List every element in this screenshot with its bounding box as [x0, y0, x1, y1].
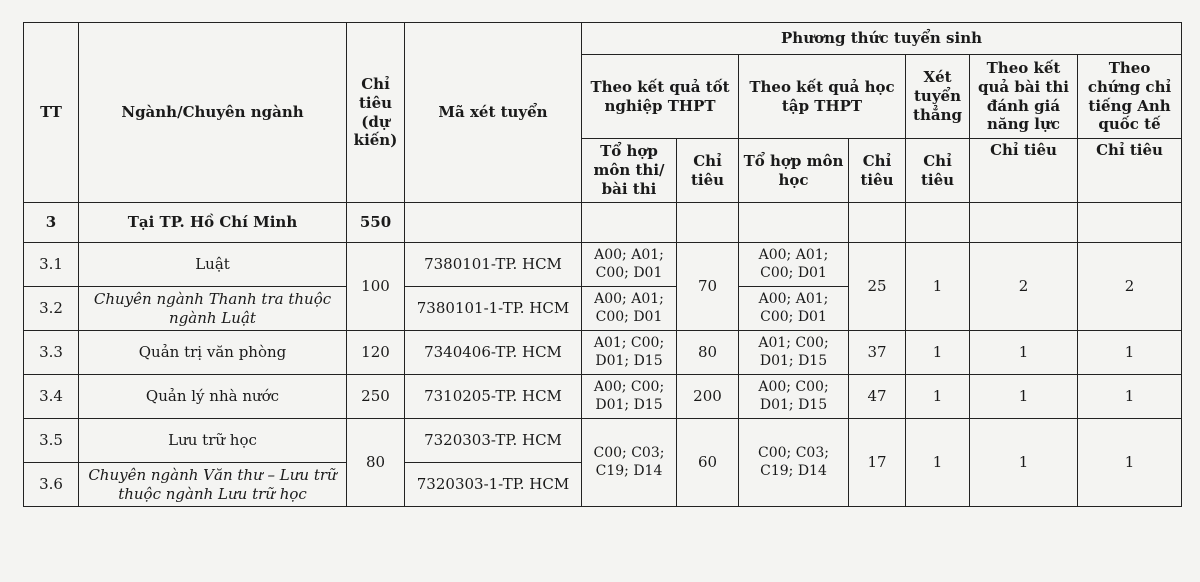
col-header-chi-tieu-ta: Chỉ tiêu [1078, 139, 1182, 203]
row-to-hop-thi: C00; C03; C19; D14 [582, 419, 677, 507]
row-chi-tieu: 120 [347, 331, 405, 375]
row-to-hop-thi: A00; A01; C00; D01 [582, 287, 677, 331]
col-header-to-hop-hoc: Tổ hợp môn học [739, 139, 849, 203]
row-ma: 7320303-1-TP. HCM [405, 463, 582, 507]
row-to-hop-hoc: A00; A01; C00; D01 [739, 243, 849, 287]
row-thang: 1 [906, 375, 970, 419]
section-tt: 3 [24, 203, 79, 243]
col-header-phuong-thuc: Phương thức tuyển sinh [582, 23, 1182, 55]
row-thang: 1 [906, 331, 970, 375]
row-to-hop-thi: A00; C00; D01; D15 [582, 375, 677, 419]
row-name: Quản trị văn phòng [79, 331, 347, 375]
row-ct-hoc: 37 [849, 331, 906, 375]
row-chi-tieu: 80 [347, 419, 405, 507]
col-header-chi-tieu-hoc: Chỉ tiêu [849, 139, 906, 203]
row-ct-thi: 80 [677, 331, 739, 375]
row-name: Lưu trữ học [79, 419, 347, 463]
row-ta: 1 [1078, 331, 1182, 375]
table-row [24, 419, 1182, 463]
row-ma: 7320303-TP. HCM [405, 419, 582, 463]
row-name: Quản lý nhà nước [79, 375, 347, 419]
row-tt: 3.2 [24, 287, 79, 331]
row-name: Chuyên ngành Thanh tra thuộc ngành Luật [79, 287, 347, 331]
section-row [24, 203, 1182, 243]
row-ta: 1 [1078, 419, 1182, 507]
col-header-nganh: Ngành/Chuyên ngành [79, 23, 347, 203]
row-tt: 3.3 [24, 331, 79, 375]
row-chi-tieu: 250 [347, 375, 405, 419]
row-tt: 3.1 [24, 243, 79, 287]
col-header-ma: Mã xét tuyển [405, 23, 582, 203]
row-to-hop-thi: A01; C00; D01; D15 [582, 331, 677, 375]
table-row [24, 331, 1182, 375]
row-to-hop-hoc: C00; C03; C19; D14 [739, 419, 849, 507]
row-name: Luật [79, 243, 347, 287]
row-name: Chuyên ngành Văn thư – Lưu trữ thuộc ngành Lưu trữ học [79, 463, 347, 507]
col-header-chi-tieu-nl: Chỉ tiêu [970, 139, 1078, 203]
col-header-chi-tieu-thi: Chỉ tiêu [677, 139, 739, 203]
row-ct-hoc: 17 [849, 419, 906, 507]
row-nl: 1 [970, 375, 1078, 419]
col-header-chi-tieu-thang: Chỉ tiêu [906, 139, 970, 203]
col-header-tieng-anh: Theo chứng chỉ tiếng Anh quốc tế [1078, 55, 1182, 139]
row-ct-hoc: 47 [849, 375, 906, 419]
row-ma: 7380101-TP. HCM [405, 243, 582, 287]
row-ta: 2 [1078, 243, 1182, 331]
col-header-to-hop-thi: Tổ hợp môn thi/ bài thi [582, 139, 677, 203]
table-row [24, 375, 1182, 419]
row-tt: 3.6 [24, 463, 79, 507]
col-header-xet-thang: Xét tuyển thẳng [906, 55, 970, 139]
row-to-hop-hoc: A00; C00; D01; D15 [739, 375, 849, 419]
col-header-tt: TT [24, 23, 79, 203]
section-total: 550 [347, 203, 405, 243]
table-row [24, 243, 1182, 287]
row-ct-thi: 60 [677, 419, 739, 507]
row-to-hop-thi: A00; A01; C00; D01 [582, 243, 677, 287]
row-tt: 3.4 [24, 375, 79, 419]
row-nl: 1 [970, 331, 1078, 375]
row-ma: 7310205-TP. HCM [405, 375, 582, 419]
row-nl: 1 [970, 419, 1078, 507]
row-tt: 3.5 [24, 419, 79, 463]
row-ma: 7380101-1-TP. HCM [405, 287, 582, 331]
row-ta: 1 [1078, 375, 1182, 419]
row-ct-thi: 70 [677, 243, 739, 331]
col-header-thpt-exam: Theo kết quả tốt nghiệp THPT [582, 55, 739, 139]
row-chi-tieu: 100 [347, 243, 405, 331]
admission-quota-table [23, 22, 1182, 507]
row-ma: 7340406-TP. HCM [405, 331, 582, 375]
col-header-chi-tieu: Chỉ tiêu (dự kiến) [347, 23, 405, 203]
row-ct-hoc: 25 [849, 243, 906, 331]
row-to-hop-hoc: A01; C00; D01; D15 [739, 331, 849, 375]
row-ct-thi: 200 [677, 375, 739, 419]
row-nl: 2 [970, 243, 1078, 331]
section-name: Tại TP. Hồ Chí Minh [79, 203, 347, 243]
col-header-nang-luc: Theo kết quả bài thi đánh giá năng lực [970, 55, 1078, 139]
row-thang: 1 [906, 243, 970, 331]
row-to-hop-hoc: A00; A01; C00; D01 [739, 287, 849, 331]
row-thang: 1 [906, 419, 970, 507]
col-header-thpt-record: Theo kết quả học tập THPT [739, 55, 906, 139]
